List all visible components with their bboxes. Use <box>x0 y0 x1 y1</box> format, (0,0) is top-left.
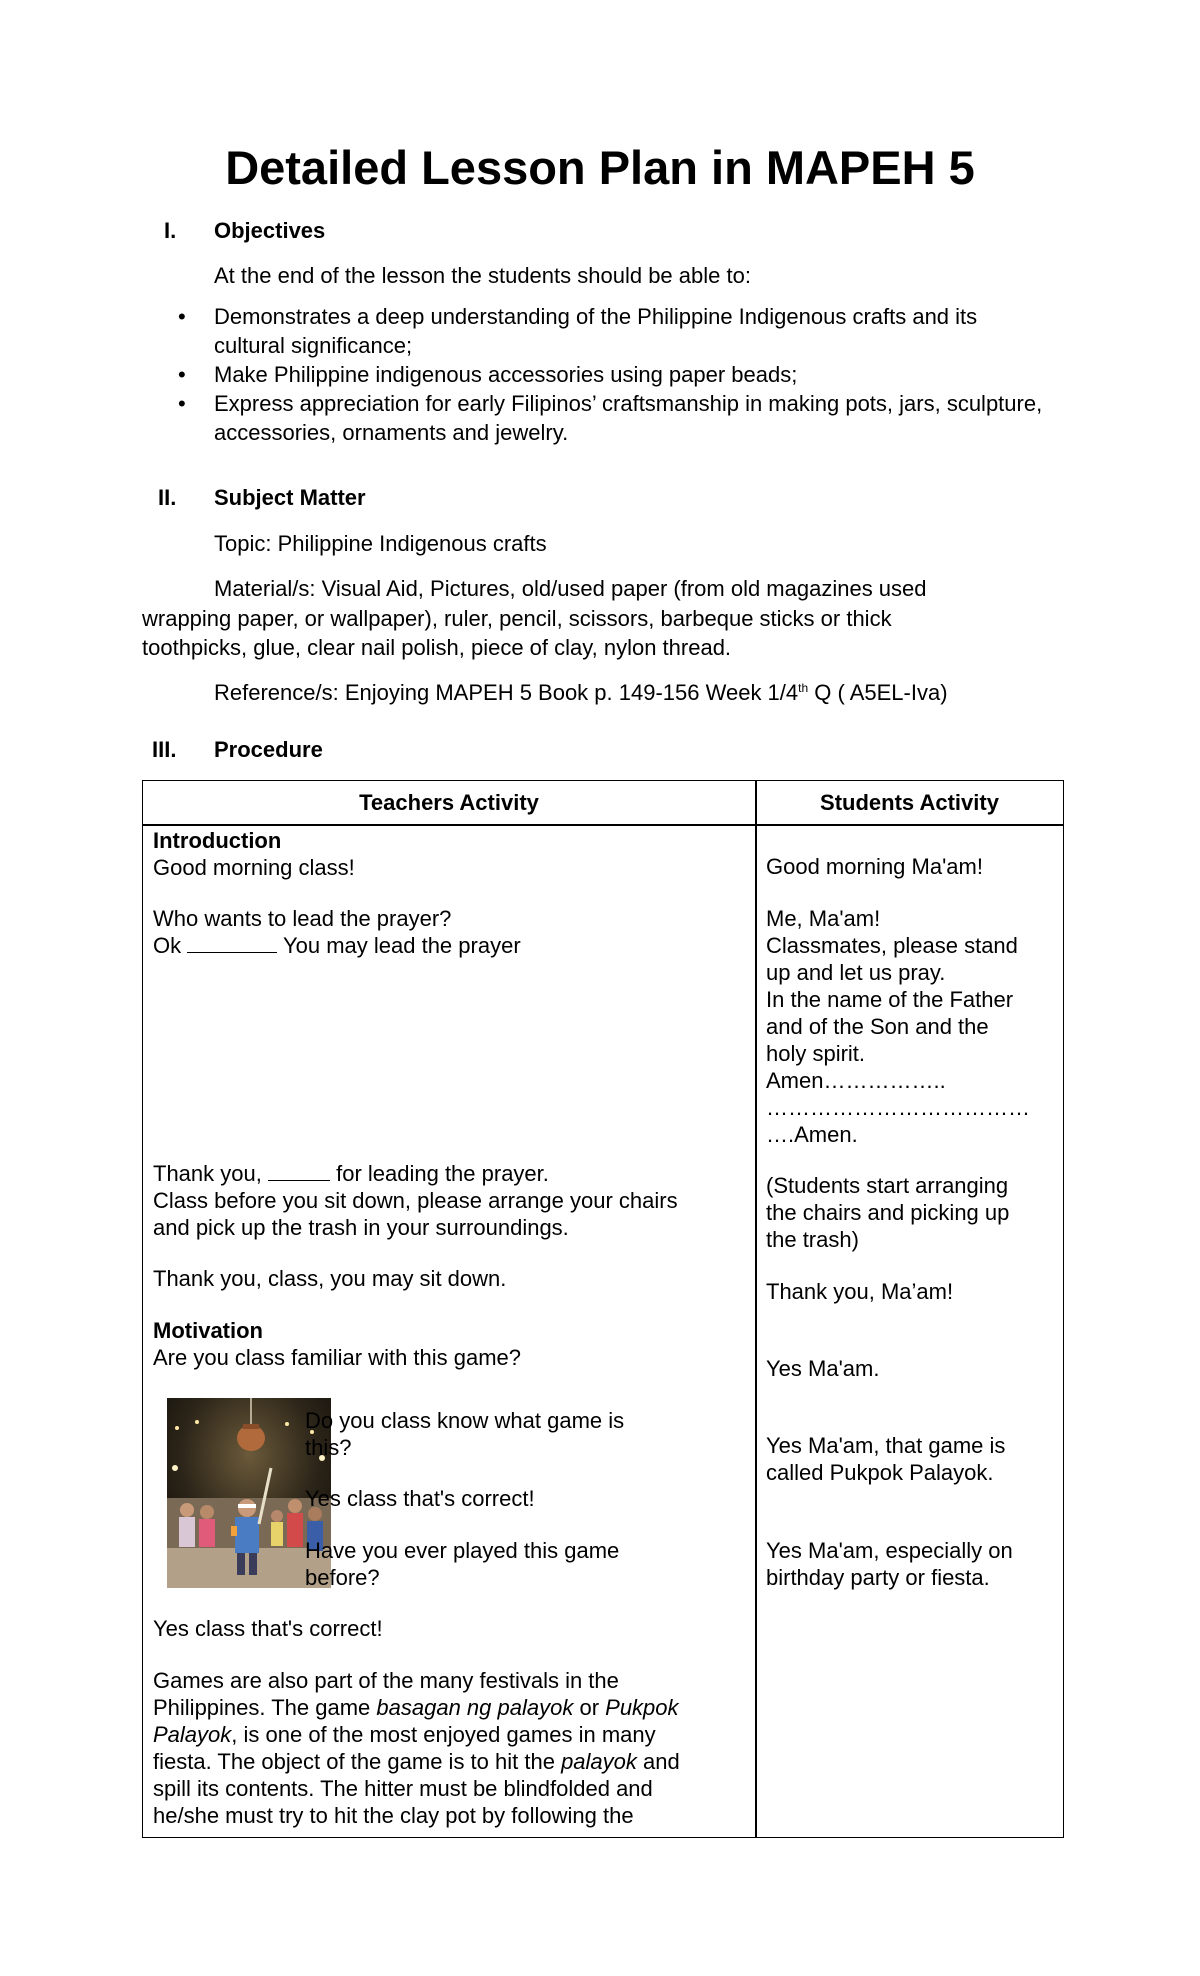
subject-matter-numeral: II. <box>158 485 177 510</box>
procedure-table <box>142 780 1064 1838</box>
games-paragraph-line-3: Palayok, is one of the most enjoyed games in many <box>153 1722 656 1747</box>
teacher-correct-2: Yes class that's correct! <box>153 1616 383 1641</box>
topic-text: Topic: Philippine Indigenous crafts <box>214 531 547 556</box>
teacher-know-game-1: Do you class know what game is <box>305 1408 625 1433</box>
student-prayer-4: In the name of the Father <box>766 987 1014 1012</box>
bullet-icon: • <box>178 304 186 329</box>
objectives-intro: At the end of the lesson the students should be able to: <box>214 263 751 288</box>
games-paragraph-line-5: spill its contents. The hitter must be blindfolded and <box>153 1776 653 1801</box>
student-prayer-7: Amen…………….. <box>766 1068 946 1093</box>
bullet-icon: • <box>178 362 186 387</box>
games-paragraph-line-4: fiesta. The object of the game is to hit the palayok and <box>153 1749 680 1774</box>
teacher-arrange-1: Class before you sit down, please arrange your chairs <box>153 1188 678 1213</box>
bullet-icon: • <box>178 391 186 416</box>
teacher-played-2: before? <box>305 1565 380 1590</box>
games-paragraph-line-6: he/she must try to hit the clay pot by following the <box>153 1803 634 1828</box>
list-item: • Demonstrates a deep understanding of the Philippine Indigenous crafts and its cultural significance; <box>178 304 978 358</box>
teachers-activity-header: Teachers Activity <box>359 790 539 815</box>
student-played-2: birthday party or fiesta. <box>766 1565 990 1590</box>
student-prayer-5: and of the Son and the <box>766 1014 989 1039</box>
teacher-know-game-2: this? <box>305 1435 352 1460</box>
games-paragraph-line-2: Philippines. The game basagan ng palayok or Pukpok <box>153 1695 679 1720</box>
teacher-familiar-question: Are you class familiar with this game? <box>153 1345 522 1370</box>
student-arrange-1: (Students start arranging <box>766 1173 1009 1198</box>
materials-line-1: Material/s: Visual Aid, Pictures, old/used paper (from old magazines used <box>214 576 927 601</box>
teacher-arrange-2: and pick up the trash in your surroundings. <box>153 1215 569 1240</box>
student-game-called-1: Yes Ma'am, that game is <box>766 1433 1006 1458</box>
introduction-heading: Introduction <box>153 828 282 853</box>
motivation-heading: Motivation <box>153 1318 263 1343</box>
fill-in-blank <box>187 933 277 953</box>
header-divider <box>143 824 1063 826</box>
student-prayer-3: up and let us pray. <box>766 960 946 985</box>
column-divider <box>755 781 757 1837</box>
teacher-prayer-question: Who wants to lead the prayer? <box>153 906 452 931</box>
student-played-1: Yes Ma'am, especially on <box>766 1538 1013 1563</box>
materials-line-3: toothpicks, glue, clear nail polish, piece of clay, nylon thread. <box>142 635 732 660</box>
teacher-sit-down: Thank you, class, you may sit down. <box>153 1266 507 1291</box>
student-prayer-1: Me, Ma'am! <box>766 906 881 931</box>
list-item: • Express appreciation for early Filipinos’ craftsmanship in making pots, jars, sculpture, accessories, ornaments and jewelry. <box>178 391 1043 445</box>
list-item: • Make Philippine indigenous accessories using paper beads; <box>178 362 798 387</box>
students-activity-header: Students Activity <box>820 790 999 815</box>
reference-text: Reference/s: Enjoying MAPEH 5 Book p. 149-156 Week 1/4th Q ( A5EL-Iva) <box>214 680 948 705</box>
games-paragraph-line-1: Games are also part of the many festivals in the <box>153 1668 619 1693</box>
objectives-list <box>174 302 1054 447</box>
objectives-numeral: I. <box>164 218 177 243</box>
page-title: Detailed Lesson Plan in MAPEH 5 <box>225 141 975 194</box>
teacher-correct-1: Yes class that's correct! <box>305 1486 535 1511</box>
student-prayer-9: ….Amen. <box>766 1122 858 1147</box>
teacher-greeting: Good morning class! <box>153 855 355 880</box>
procedure-numeral: III. <box>152 737 177 762</box>
student-prayer-8: ……………………………… <box>766 1095 1030 1120</box>
student-greeting: Good morning Ma'am! <box>766 854 983 879</box>
student-game-called-2: called Pukpok Palayok. <box>766 1460 994 1485</box>
student-arrange-3: the trash) <box>766 1227 859 1252</box>
objectives-heading: Objectives <box>214 218 326 243</box>
teacher-played-1: Have you ever played this game <box>305 1538 620 1563</box>
student-prayer-2: Classmates, please stand <box>766 933 1018 958</box>
fill-in-blank <box>268 1161 330 1181</box>
procedure-heading: Procedure <box>214 737 323 762</box>
teacher-ok-prayer: Ok You may lead the prayer <box>153 933 521 958</box>
student-prayer-6: holy spirit. <box>766 1041 866 1066</box>
subject-matter-heading: Subject Matter <box>214 485 366 510</box>
student-thanks: Thank you, Ma’am! <box>766 1279 954 1304</box>
student-yes: Yes Ma'am. <box>766 1356 880 1381</box>
teacher-thank-prayer: Thank you, for leading the prayer. <box>153 1161 549 1186</box>
materials-line-2: wrapping paper, or wallpaper), ruler, pencil, scissors, barbeque sticks or thick <box>142 606 892 631</box>
student-arrange-2: the chairs and picking up <box>766 1200 1010 1225</box>
